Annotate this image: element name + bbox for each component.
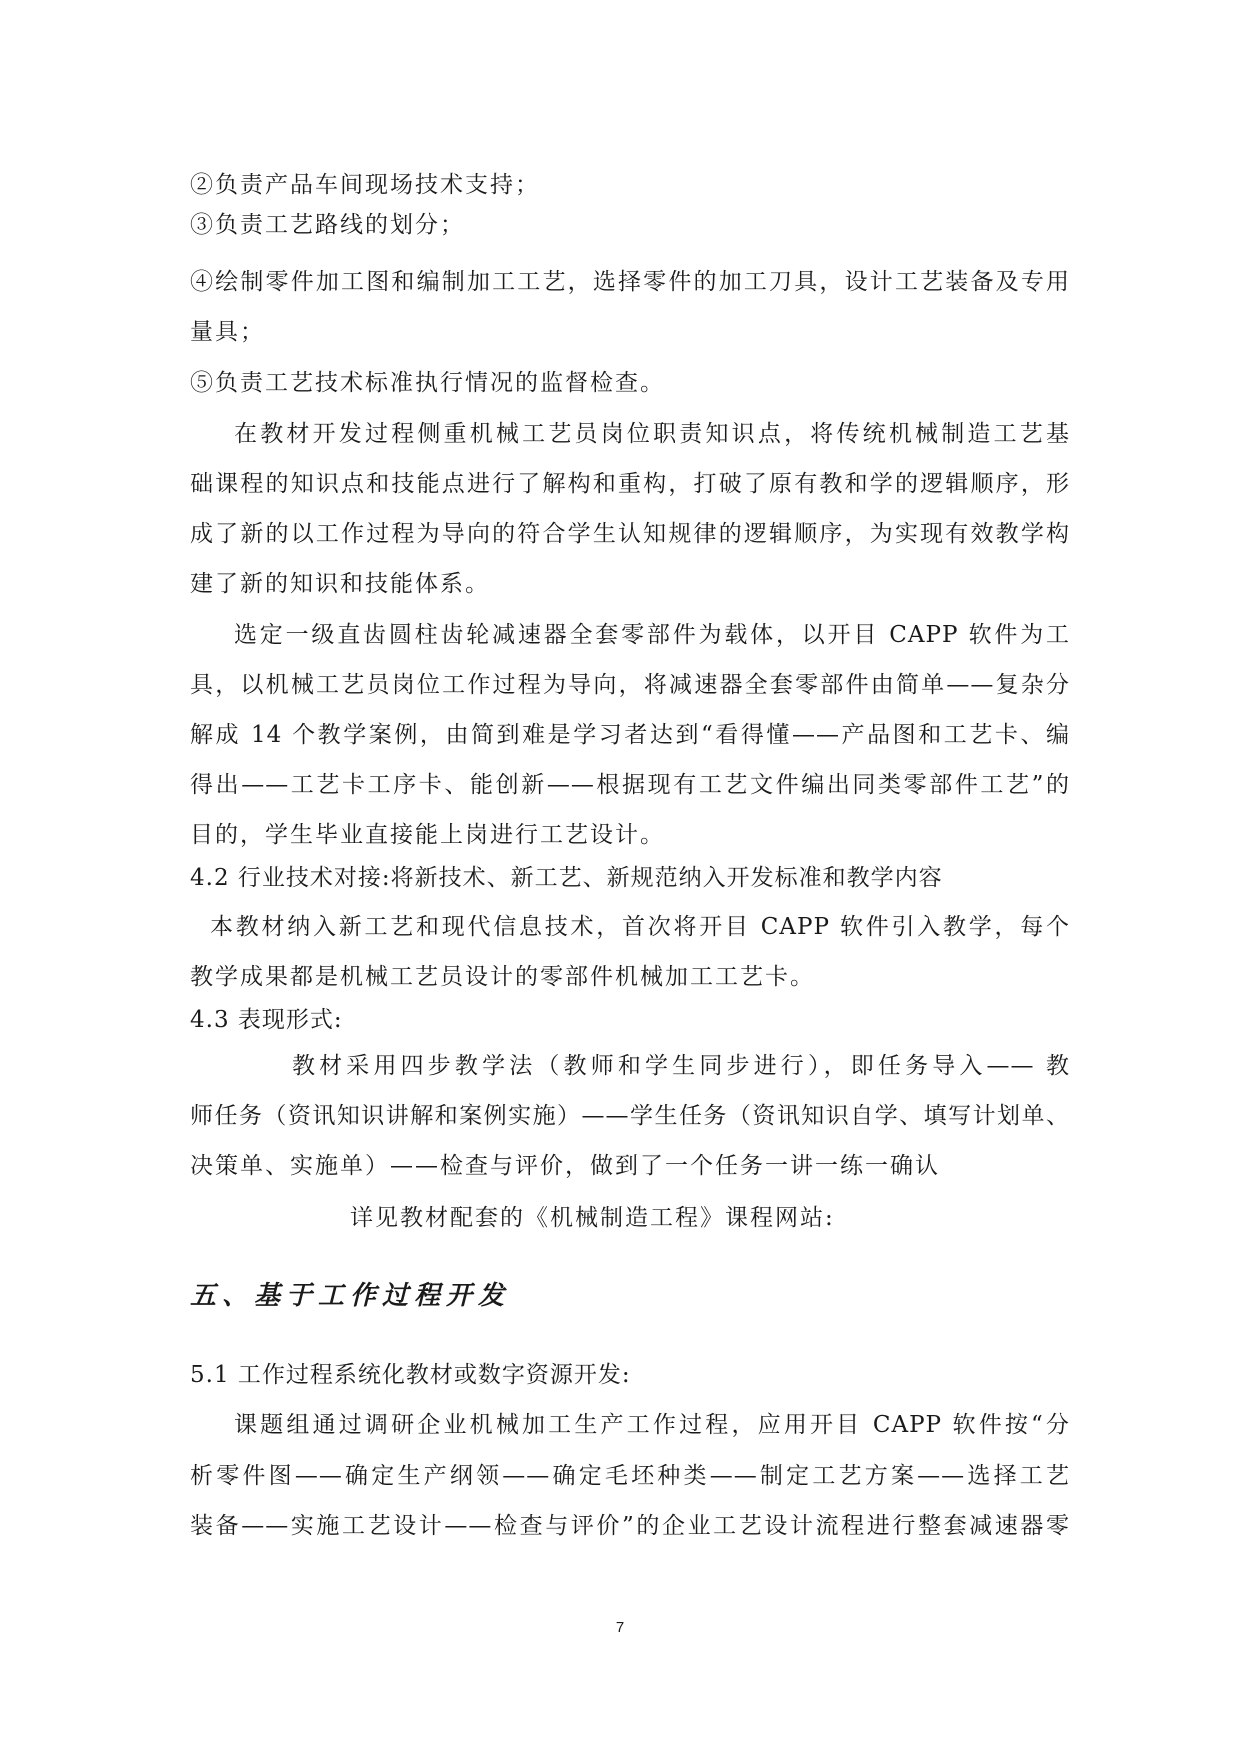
list-item-5: ⑤负责工艺技术标准执行情况的监督检查。 <box>190 370 665 396</box>
list-item-3: ③负责工艺路线的划分； <box>190 212 465 238</box>
page-number: 7 <box>615 1619 625 1636</box>
paragraph-line: 得出——工艺卡工序卡、能创新——根据现有工艺文件编出同类零部件工艺”的 <box>190 772 1070 798</box>
paragraph-line: 建了新的知识和技能体系。 <box>190 571 490 597</box>
list-item-4: ④绘制零件加工图和编制加工工艺，选择零件的加工刀具，设计工艺装备及专用 <box>190 269 1070 295</box>
subsection-title: 5.1 工作过程系统化教材或数字资源开发: <box>190 1362 631 1388</box>
paragraph-line: 成了新的以工作过程为导向的符合学生认知规律的逻辑顺序，为实现有效教学构 <box>190 521 1070 547</box>
subsection-title: 4.3 表现形式: <box>190 1007 343 1033</box>
paragraph-line: 师任务（资讯知识讲解和案例实施）——学生任务（资讯知识自学、填写计划单、 <box>190 1103 1070 1129</box>
list-item-2: ②负责产品车间现场技术支持； <box>190 172 540 198</box>
paragraph-line: 具，以机械工艺员岗位工作过程为导向，将减速器全套零部件由简单——复杂分 <box>190 672 1070 698</box>
paragraph-line: 目的，学生毕业直接能上岗进行工艺设计。 <box>190 822 665 848</box>
section-heading: 五、基于工作过程开发 <box>190 1281 511 1311</box>
paragraph-line: 装备——实施工艺设计——检查与评价”的企业工艺设计流程进行整套减速器零 <box>190 1513 1070 1539</box>
subsection-title: 4.2 行业技术对接:将新技术、新工艺、新规范纳入开发标准和教学内容 <box>190 865 943 891</box>
paragraph-line: 本教材纳入新工艺和现代信息技术，首次将开目 CAPP 软件引入教学，每个 <box>210 914 1070 940</box>
paragraph-line: 教学成果都是机械工艺员设计的零部件机械加工工艺卡。 <box>190 964 815 990</box>
paragraph-line: 决策单、实施单）——检查与评价，做到了一个任务一讲一练一确认 <box>190 1153 940 1179</box>
paragraph-line: 详见教材配套的《机械制造工程》课程网站: <box>350 1205 835 1231</box>
paragraph-line: 础课程的知识点和技能点进行了解构和重构，打破了原有教和学的逻辑顺序，形 <box>190 471 1070 497</box>
paragraph-line: 解成 14 个教学案例，由简到难是学习者达到“看得懂——产品图和工艺卡、编 <box>190 722 1070 748</box>
paragraph-line: 析零件图——确定生产纲领——确定毛坯种类——制定工艺方案——选择工艺 <box>190 1463 1070 1489</box>
paragraph-line: 课题组通过调研企业机械加工生产工作过程，应用开目 CAPP 软件按“分 <box>234 1412 1070 1438</box>
paragraph-line: 在教材开发过程侧重机械工艺员岗位职责知识点，将传统机械制造工艺基 <box>234 421 1070 447</box>
paragraph-line: 选定一级直齿圆柱齿轮减速器全套零部件为载体，以开目 CAPP 软件为工 <box>234 622 1070 648</box>
paragraph-line: 教材采用四步教学法（教师和学生同步进行），即任务导入—— 教 <box>292 1053 1070 1079</box>
list-item-4-cont: 量具； <box>190 319 265 345</box>
